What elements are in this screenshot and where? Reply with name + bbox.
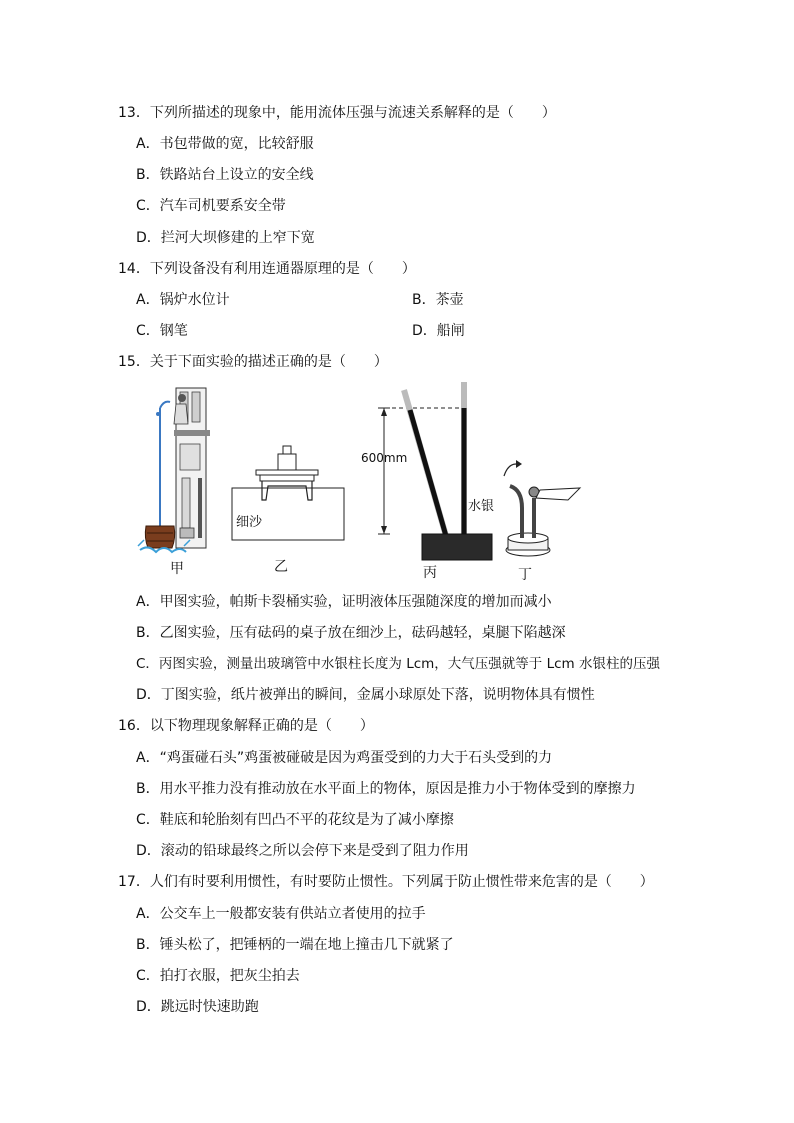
question-13-option-a: A．书包带做的宽，比较舒服 [136, 136, 314, 152]
question-16-option-b: B．用水平推力没有推动放在水平面上的物体，原因是推力小于物体受到的摩擦力 [136, 781, 636, 797]
question-13-stem: 13．下列所描述的现象中，能用流体压强与流速关系解释的是（ ） [118, 105, 556, 121]
pascal-barrel-illustration [138, 388, 210, 552]
inertia-apparatus-illustration [504, 460, 580, 556]
question-15-stem: 15．关于下面实验的描述正确的是（ ） [118, 354, 388, 370]
question-14-option-c: C．钢笔 [136, 323, 188, 339]
question-13-option-d: D．拦河大坝修建的上窄下宽 [136, 230, 315, 246]
question-15-option-b: B．乙图实验，压有砝码的桌子放在细沙上，砝码越轻，桌腿下陷越深 [136, 625, 566, 641]
question-13-option-b: B．铁路站台上设立的安全线 [136, 167, 314, 183]
figure-label-yi: 乙 [274, 559, 288, 575]
question-16-option-d: D．滚动的铅球最终之所以会停下来是受到了阻力作用 [136, 843, 469, 859]
question-14-option-a: A．锅炉水位计 [136, 292, 230, 308]
question-16-option-a: A．“鸡蛋碰石头”鸡蛋被碰破是因为鸡蛋受到的力大于石头受到的力 [136, 750, 553, 766]
figure-label-jia: 甲 [170, 561, 184, 577]
question-17-option-a: A．公交车上一般都安装有供站立者使用的拉手 [136, 906, 426, 922]
question-15-option-a: A．甲图实验，帕斯卡裂桶实验，证明液体压强随深度的增加而减小 [136, 594, 552, 610]
question-14-option-b: B．茶壶 [412, 292, 464, 308]
question-16-stem: 16．以下物理现象解释正确的是（ ） [118, 718, 374, 734]
question-17-option-b: B．锤头松了，把锤柄的一端在地上撞击几下就紧了 [136, 937, 454, 953]
question-15-figure [136, 378, 596, 584]
torricelli-illustration [378, 382, 495, 560]
question-17-option-d: D．跳远时快速助跑 [136, 999, 259, 1015]
question-15-option-d: D．丁图实验，纸片被弹出的瞬间，金属小球原处下落，说明物体具有惯性 [136, 687, 595, 703]
question-17-stem: 17．人们有时要利用惯性，有时要防止惯性。下列属于防止惯性带来危害的是（ ） [118, 874, 654, 890]
question-14-option-d: D．船闸 [412, 323, 465, 339]
mercury-label: 水银 [468, 499, 495, 514]
question-16-option-c: C．鞋底和轮胎刻有凹凸不平的花纹是为了减小摩擦 [136, 812, 454, 828]
question-13-option-c: C．汽车司机要系安全带 [136, 198, 286, 214]
sand-label: 细沙 [236, 515, 263, 530]
figure-label-ding: 丁 [518, 567, 532, 583]
question-14-stem: 14．下列设备没有利用连通器原理的是（ ） [118, 261, 416, 277]
figure-label-bing: 丙 [423, 565, 437, 581]
question-17-option-c: C．拍打衣服，把灰尘拍去 [136, 968, 300, 984]
height-600mm-label: 600mm [361, 451, 408, 465]
question-15-option-c: C．丙图实验，测量出玻璃管中水银柱长度为 Lcm，大气压强就等于 Lcm 水银柱的压强 [136, 656, 660, 672]
